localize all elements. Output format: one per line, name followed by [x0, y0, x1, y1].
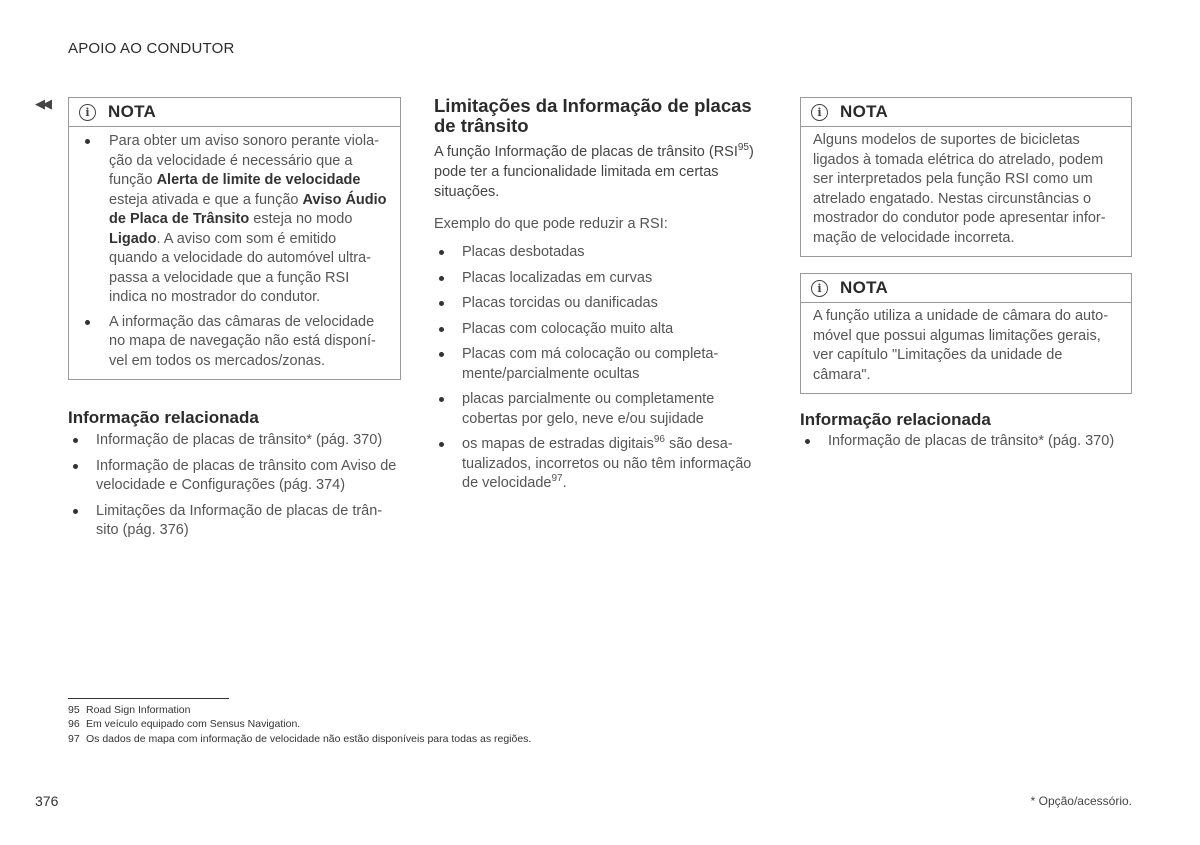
footnote-ref-96[interactable]: 96 — [653, 434, 665, 446]
note-title: NOTA — [108, 102, 157, 121]
note-header — [69, 98, 400, 127]
footnote-95: 95 Road Sign Information — [68, 704, 191, 716]
list-item: placas parcialmente ou completamente cobertas por gelo, neve e/ou sujidade — [434, 390, 769, 429]
related-link[interactable]: Limitações da Informação de placas de trân-sito (pág. 376) — [68, 502, 398, 541]
note-text: A função utiliza a unidade de câmara do auto-móvel que possui algumas limitações gerais, ver capítulo "Limitações da unidade de câmara". — [813, 308, 1109, 383]
info-circle-icon: i — [811, 104, 828, 121]
note-header — [801, 98, 1131, 127]
list-item: Placas desbotadas — [434, 243, 769, 263]
note-box-speed-warning — [68, 97, 401, 380]
note-box-bicycle-carrier — [800, 97, 1132, 257]
page-number: 376 — [35, 793, 59, 809]
footnote-97: 97 Os dados de mapa com informação de velocidade não estão disponíveis para todas as regiões. — [68, 733, 532, 745]
footnote-ref-95[interactable]: 95 — [737, 142, 749, 154]
list-item: Placas com má colocação ou completa-mente/parcialmente ocultas — [434, 345, 769, 384]
main-section — [434, 96, 769, 500]
related-link[interactable]: Informação de placas de trânsito* (pág. 370) — [800, 432, 1135, 452]
info-circle-icon: i — [79, 104, 96, 121]
related-info-list — [68, 431, 398, 547]
function-name-sign-audio-warning: Aviso Áudio de Placa de Trânsito — [109, 191, 387, 227]
section-header: APOIO AO CONDUTOR — [68, 40, 235, 57]
continue-arrows-icon: ◀◀ — [35, 96, 49, 111]
info-circle-icon: i — [811, 280, 828, 297]
note-box-camera-limitations — [800, 273, 1132, 394]
function-name-speed-limit-alert: Alerta de limite de velocidade — [156, 172, 361, 188]
list-item: A informação das câmaras de velocidade no mapa de navegação não está disponí-vel em todos os mercados/zonas. — [81, 313, 388, 372]
page-title: Limitações da Informação de placas de trânsito — [434, 95, 752, 136]
footnote-ref-97[interactable]: 97 — [551, 473, 563, 485]
list-item: Placas localizadas em curvas — [434, 269, 769, 289]
related-info-title: Informação relacionada — [68, 408, 259, 427]
note-title: NOTA — [840, 102, 889, 121]
note-text: Alguns modelos de suportes de bicicletas ligados à tomada elétrica do atrelado, podem ser interpretados pela função RSI como um atrelado engatado. Nestas circunstâncias o mostrador do condutor pode apresentar infor-mação de velocidade incorreta. — [813, 132, 1106, 246]
list-item: Para obter um aviso sonoro perante viola-ção da velocidade é necessário que a função Alerta de limite de velocidade esteja ativada e que a função Aviso Áudio de Placa de Trânsito esteja no modo Ligado. A aviso com som é emitido quando a velocidade do automóvel ultra-passa a velocidade que a função RSI indica no mostrador do condutor. — [81, 132, 388, 308]
limitations-list — [434, 243, 769, 494]
related-info-title: Informação relacionada — [800, 410, 991, 429]
list-item: Placas com colocação muito alta — [434, 320, 769, 340]
option-accessory-note: * Opção/acessório. — [1030, 794, 1132, 808]
note-header — [801, 274, 1131, 303]
intro-paragraph: A função Informação de placas de trânsito (RSI$^{95}$) pode ter a funcionalidade limitada em certas situações. — [434, 142, 754, 200]
related-info-list — [800, 432, 1135, 458]
note-title: NOTA — [840, 278, 889, 297]
mode-on: Ligado — [109, 230, 157, 247]
footnote-96: 96 Em veículo equipado com Sensus Navigation. — [68, 718, 301, 730]
related-link[interactable]: Informação de placas de trânsito* (pág. 370) — [68, 431, 398, 451]
example-intro: Exemplo do que pode reduzir a RSI: — [434, 216, 668, 232]
list-item: Placas torcidas ou danificadas — [434, 294, 769, 314]
list-item: os mapas de estradas digitais$^{96}$ são desa-tualizados, incorretos ou não têm informação de velocidade$^{97}$. — [434, 435, 769, 494]
note-body — [69, 127, 400, 379]
footnote-divider — [68, 698, 229, 699]
related-link[interactable]: Informação de placas de trânsito com Aviso de velocidade e Configurações (pág. 374) — [68, 457, 398, 496]
